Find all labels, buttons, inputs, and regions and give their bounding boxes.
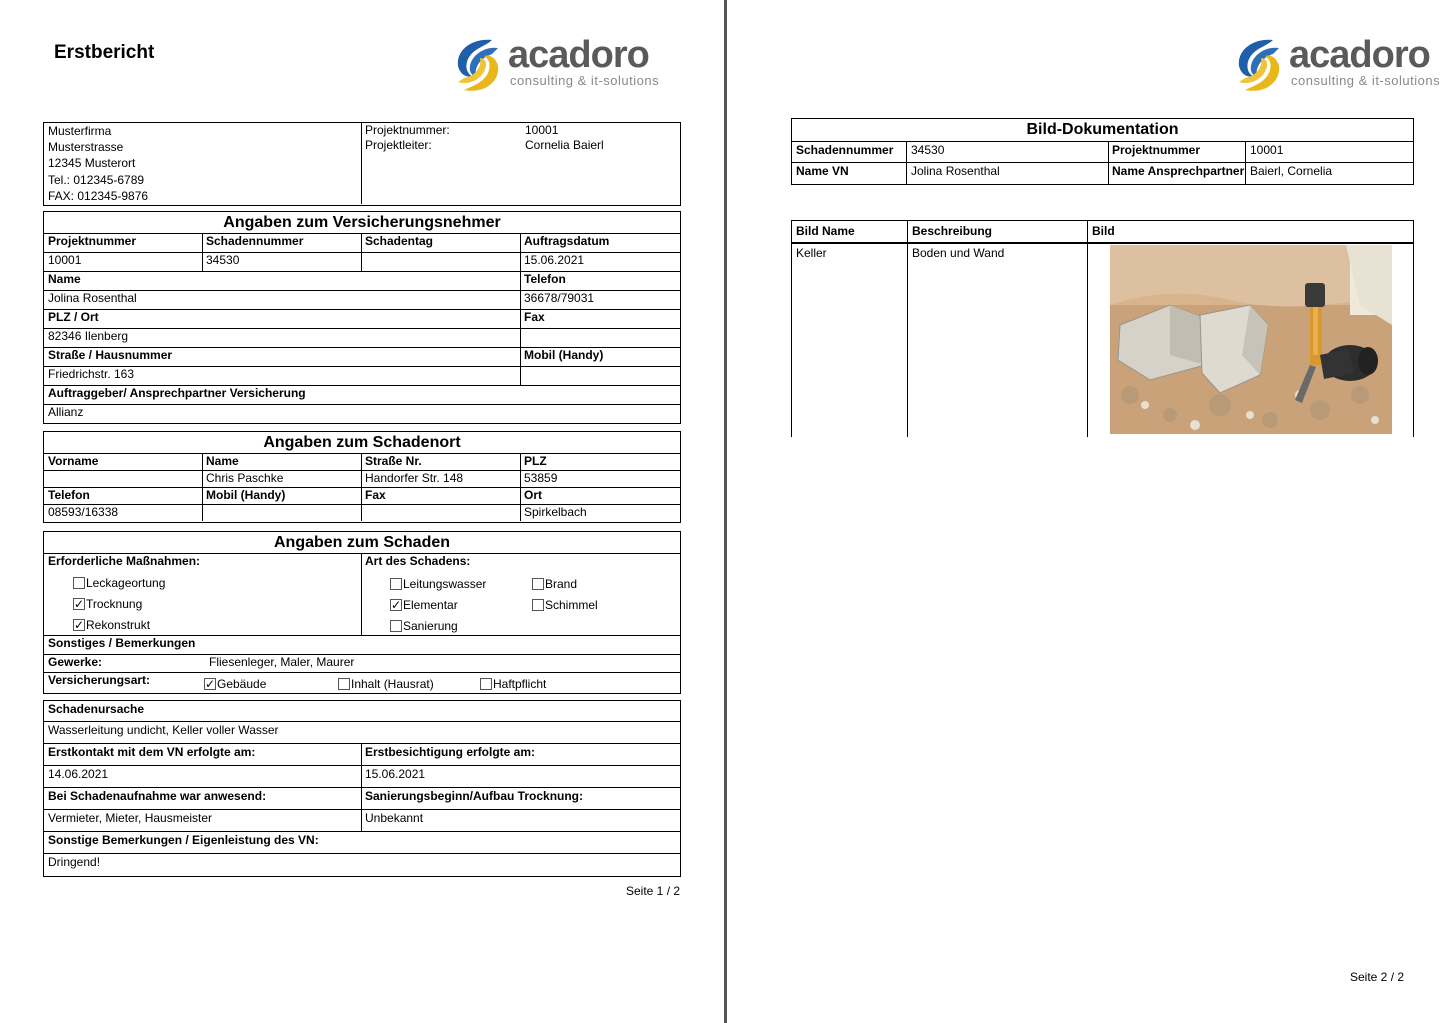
ort-strasse-label: Straße Nr. [365,454,422,468]
checkbox-rekonstrukt[interactable] [73,617,150,633]
checkbox-label: Gebäude [217,677,267,691]
vn-plz-label: PLZ / Ort [48,310,99,324]
projektnummer-value: 10001 [525,123,559,137]
anwesend-label: Bei Schadenaufnahme war anwesend: [48,789,267,803]
acadoro-logo-icon [1233,36,1285,96]
ort-heading: Angaben zum Schadenort [263,434,461,451]
vn-schadennummer: 34530 [206,253,240,267]
checkbox-brand[interactable] [532,576,577,592]
checkbox-leitungswasser[interactable] [390,576,486,592]
logo-name: acadoro [508,34,649,76]
vn-auftraggeber: Allianz [48,405,84,419]
gewerke-label: Gewerke: [48,655,103,669]
schaden-details-section [43,700,681,877]
company-logo [1233,36,1440,96]
ort-fax-label: Fax [365,488,386,502]
logo-tagline: consulting & it-solutions [1291,73,1441,88]
p2-name-vn: Jolina Rosenthal [911,164,1000,178]
versicherungsnehmer-section [43,211,681,424]
bild-doku-heading: Bild-Dokumentation [1026,121,1179,138]
anwesend-value: Vermieter, Mieter, Hausmeister [48,811,213,825]
p2-name-vn-label: Name VN [796,164,849,178]
p2-schadennummer-label: Schadennummer [796,143,894,157]
erstkontakt-value: 14.06.2021 [48,767,109,781]
vn-telefon: 36678/79031 [524,291,595,305]
sonstiges-label: Sonstiges / Bemerkungen [48,636,196,650]
vn-auftraggeber-label: Auftraggeber/ Ansprechpartner Versicherung [48,386,306,400]
vn-schadennummer-label: Schadennummer [206,234,304,248]
erstkontakt-label: Erstkontakt mit dem VN erfolgte am: [48,745,256,759]
p2-ansprechpartner-label: Name Ansprechpartner [1112,164,1245,178]
row-bild-name: Keller [796,246,827,260]
logo-name: acadoro [1289,34,1430,76]
checkbox-label: Leckageortung [86,576,166,590]
company-address [45,123,151,204]
checkbox-box[interactable] [532,599,544,611]
company-phone: Tel.: 012345-6789 [48,172,145,187]
projektleiter-label: Projektleiter: [365,138,432,152]
p2-ansprechpartner: Baierl, Cornelia [1250,164,1333,178]
company-name: Musterfirma [48,124,112,138]
page-number-1: Seite 1 / 2 [626,884,681,898]
ort-ort-label: Ort [524,488,542,502]
erstbesichtigung-value: 15.06.2021 [365,767,426,781]
p2-projektnummer: 10001 [1250,143,1284,157]
ort-name: Chris Paschke [206,471,284,485]
checkbox-sanierung[interactable] [390,618,458,634]
col-bild-name: Bild Name [796,224,855,238]
sanierung-value: Unbekannt [365,811,424,825]
col-beschreibung: Beschreibung [912,224,993,238]
vn-mobil-label: Mobil (Handy) [524,348,604,362]
projektleiter-value: Cornelia Baierl [525,138,604,152]
ort-plz-label: PLZ [524,454,547,468]
page-number-2: Seite 2 / 2 [1350,970,1405,984]
vn-telefon-label: Telefon [524,272,566,286]
ort-vorname-label: Vorname [48,454,99,468]
ort-telefon: 08593/16338 [48,505,119,519]
company-fax: FAX: 012345-9876 [48,188,149,203]
ort-mobil-label: Mobil (Handy) [206,488,286,502]
projektnummer-label: Projektnummer: [365,123,450,137]
vn-projektnummer: 10001 [48,253,82,267]
ort-ort: Spirkelbach [524,505,587,519]
checkbox-label: Schimmel [545,598,598,612]
checkbox-inhalt[interactable] [338,676,434,692]
vn-schadentag-label: Schadentag [365,234,434,248]
p2-schadennummer: 34530 [911,143,945,157]
company-info-box [43,122,681,206]
checkbox-label: Inhalt (Hausrat) [351,677,434,691]
erstbesichtigung-label: Erstbesichtigung erfolgte am: [365,745,536,759]
ort-strasse: Handorfer Str. 148 [365,471,464,485]
vn-name-label: Name [48,272,81,286]
checkbox-box-checked[interactable] [73,619,85,631]
ursache-label: Schadenursache [48,702,145,716]
checkbox-label: Haftpflicht [493,677,547,691]
checkbox-label: Trocknung [86,597,143,611]
checkbox-label: Brand [545,577,578,591]
schaden-section [43,531,681,694]
checkbox-haftpflicht[interactable] [480,676,546,692]
checkbox-schimmel[interactable] [532,597,598,613]
bemerkungen-label: Sonstige Bemerkungen / Eigenleistung des VN: [48,833,319,847]
checkbox-box-checked[interactable] [390,599,402,611]
p2-projektnummer-label: Projektnummer [1112,143,1201,157]
company-logo [452,36,659,96]
checkbox-box[interactable] [338,678,350,690]
bemerkungen-value: Dringend! [48,855,101,869]
vn-auftragsdatum: 15.06.2021 [524,253,585,267]
vn-name: Jolina Rosenthal [48,291,137,305]
vn-heading: Angaben zum Versicherungsnehmer [223,214,501,231]
checkbox-leckageortung[interactable] [73,575,165,591]
checkbox-box[interactable] [390,578,402,590]
logo-tagline: consulting & it-solutions [510,73,660,88]
versicherungsart-label: Versicherungsart: [48,673,151,687]
col-bild: Bild [1092,224,1115,238]
schaden-heading: Angaben zum Schaden [273,534,451,551]
ort-telefon-label: Telefon [48,488,90,502]
vn-projektnummer-label: Projektnummer [48,234,137,248]
vn-strasse: Friedrichstr. 163 [48,367,135,381]
checkbox-box-checked[interactable] [204,678,216,690]
checkbox-label: Elementar [403,598,458,612]
sanierung-label: Sanierungsbeginn/Aufbau Trocknung: [365,789,584,803]
schadenort-section [43,431,681,523]
checkbox-trocknung[interactable] [73,596,142,612]
checkbox-elementar[interactable] [390,597,458,613]
checkbox-gebaeude[interactable] [204,676,266,692]
checkbox-label: Leitungswasser [403,577,487,591]
checkbox-box[interactable] [480,678,492,690]
vn-fax-label: Fax [524,310,545,324]
massnahmen-label: Erforderliche Maßnahmen: [48,554,201,568]
acadoro-logo-icon [452,36,504,96]
ort-name-label: Name [206,454,239,468]
gewerke-value: Fliesenleger, Maler, Maurer [209,655,355,669]
page-divider [724,0,727,1023]
checkbox-box[interactable] [532,578,544,590]
ort-plz: 53859 [524,471,558,485]
checkbox-box[interactable] [73,577,85,589]
company-city: 12345 Musterort [48,156,136,171]
checkbox-box-checked[interactable] [73,598,85,610]
vn-auftragsdatum-label: Auftragsdatum [524,234,610,248]
damage-photo [1110,245,1392,434]
company-street: Musterstrasse [48,140,124,155]
vn-strasse-label: Straße / Hausnummer [48,348,173,362]
art-label: Art des Schadens: [365,554,471,568]
report-title: Erstbericht [54,42,155,63]
vn-plz: 82346 Ilenberg [48,329,129,343]
checkbox-label: Rekonstrukt [86,618,151,632]
row-beschreibung: Boden und Wand [912,246,1005,260]
checkbox-box[interactable] [390,620,402,632]
bild-doku-header [791,118,1414,185]
ursache-value: Wasserleitung undicht, Keller voller Wasser [48,723,279,737]
checkbox-label: Sanierung [403,619,458,633]
